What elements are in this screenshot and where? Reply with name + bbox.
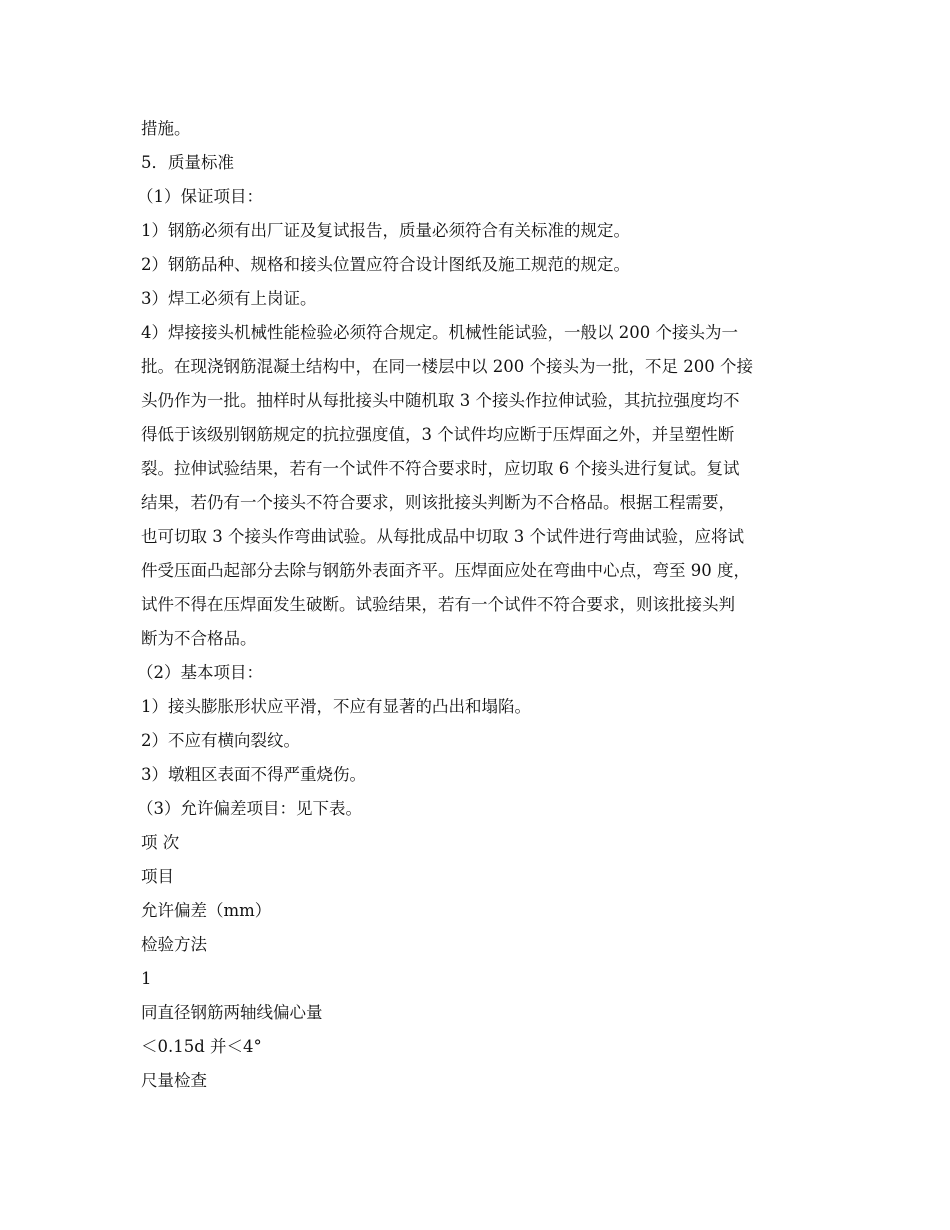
paragraph-line: 裂。拉伸试验结果，若有一个试件不符合要求时，应切取 6 个接头进行复试。复试 (141, 459, 740, 478)
table-cell: 1 (141, 969, 152, 988)
table-cell: 尺量检查 (141, 1071, 207, 1090)
table-header-cell: 项 次 (141, 833, 180, 852)
list-item: 1）接头膨胀形状应平滑，不应有显著的凸出和塌陷。 (141, 697, 531, 716)
paragraph-line: 批。在现浇钢筋混凝土结构中，在同一楼层中以 200 个接头为一批，不足 200 个接 (141, 357, 753, 376)
section-heading: 5．质量标准 (141, 153, 234, 172)
paragraph-line: 4）焊接接头机械性能检验必须符合规定。机械性能试验，一般以 200 个接头为一 (141, 323, 738, 342)
table-header-cell: 项目 (141, 867, 174, 886)
table-header-cell: 允许偏差（mm） (141, 901, 272, 920)
subsection-heading: （2）基本项目： (137, 663, 263, 682)
paragraph-line: 件受压面凸起部分去除与钢筋外表面齐平。压焊面应处在弯曲中心点，弯至 90 度， (141, 561, 750, 580)
paragraph-line: 头仍作为一批。抽样时从每批接头中随机取 3 个接头作拉伸试验，其抗拉强度均不 (141, 391, 740, 410)
paragraph-line: 得低于该级别钢筋规定的抗拉强度值，3 个试件均应断于压焊面之外，并呈塑性断 (141, 425, 735, 444)
table-cell: ＜0.15d 并＜4° (141, 1037, 262, 1056)
list-item: 3）焊工必须有上岗证。 (141, 289, 317, 308)
document-body (137, 112, 817, 1098)
text-line: 措施。 (141, 119, 191, 138)
list-item: 1）钢筋必须有出厂证及复试报告，质量必须符合有关标准的规定。 (141, 221, 630, 240)
table-header-cell: 检验方法 (141, 935, 207, 954)
list-item: 2）钢筋品种、规格和接头位置应符合设计图纸及施工规范的规定。 (141, 255, 630, 274)
list-item: 2）不应有横向裂纹。 (141, 731, 300, 750)
list-item-paragraph (141, 316, 817, 656)
paragraph-line: 断为不合格品。 (141, 629, 257, 648)
paragraph-line: 结果，若仍有一个接头不符合要求，则该批接头判断为不合格品。根据工程需要， (141, 493, 735, 512)
subsection-heading: （1）保证项目： (137, 187, 263, 206)
list-item: 3）墩粗区表面不得严重烧伤。 (141, 765, 366, 784)
paragraph-line: 也可切取 3 个接头作弯曲试验。从每批成品中切取 3 个试件进行弯曲试验，应将试 (141, 527, 744, 546)
table-cell: 同直径钢筋两轴线偏心量 (141, 1003, 323, 1022)
paragraph-line: 试件不得在压焊面发生破断。试验结果，若有一个试件不符合要求，则该批接头判 (141, 595, 735, 614)
subsection-heading: （3）允许偏差项目：见下表。 (137, 799, 362, 818)
